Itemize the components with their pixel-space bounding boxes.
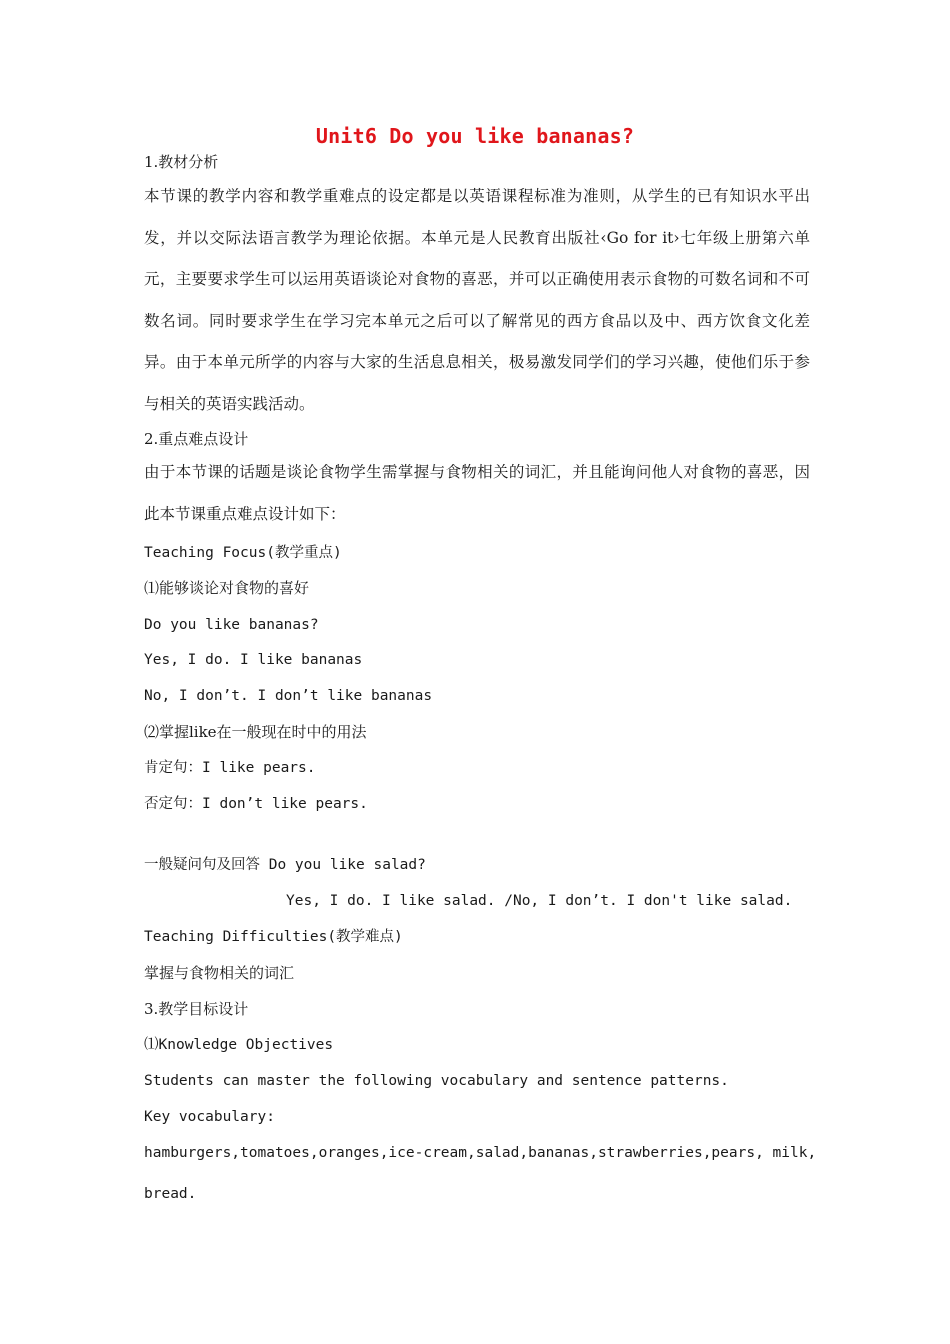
section-heading-analysis: 1.教材分析: [144, 153, 219, 171]
negative-sentence: 否定句：I don’t like pears.: [144, 796, 368, 812]
affirmative-sentence: 肯定句：I like pears.: [144, 760, 316, 776]
question-sentence: 一般疑问句及回答 Do you like salad?: [144, 857, 426, 873]
knowledge-objectives-label: ⑴Knowledge Objectives: [144, 1037, 334, 1053]
focus-item1-yes: Yes, I do. I like bananas: [144, 652, 363, 668]
students-sentence: Students can master the following vocabulary and sentence patterns.: [144, 1073, 729, 1089]
focus-item2-heading: ⑵掌握like在一般现在时中的用法: [144, 723, 367, 741]
teaching-focus-label: Teaching Focus(教学重点): [144, 545, 342, 561]
focus-item1-no: No, I don’t. I don’t like bananas: [144, 688, 433, 704]
page-title: Unit6 Do you like bananas?: [315, 124, 635, 148]
focus-item1-heading: ⑴能够谈论对食物的喜好: [144, 579, 310, 597]
vocabulary-line-1: hamburgers,tomatoes,oranges,ice-cream,salad,bananas,strawberries,pears, milk,: [144, 1145, 817, 1161]
focus-intro-paragraph: 由于本节课的话题是谈论食物学生需掌握与食物相关的词汇，并且能询问他人对食物的喜恶，因此本节课重点难点设计如下：: [144, 463, 810, 523]
section-heading-objectives: 3.教学目标设计: [144, 1000, 249, 1018]
focus-item1-question: Do you like bananas?: [144, 617, 319, 633]
answer-sentence: Yes, I do. I like salad. /No, I don’t. I don't like salad.: [286, 893, 793, 909]
difficulties-text: 掌握与食物相关的词汇: [144, 964, 295, 982]
analysis-paragraph: 本节课的教学内容和教学重难点的设定都是以英语课程标准为准则，从学生的已有知识水平出发，并以交际法语言教学为理论依据。本单元是人民教育出版社‹Go for it›七年级上册第六单元，主要要求学生可以运用英语谈论对食物的喜恶，并可以正确使用表示食物的可数名词和不可数名词。同时要求学生在学习完本单元之后可以了解常见的西方食品以及中、西方饮食文化差异。由于本单元所学的内容与大家的生活息息相关，极易激发同学们的学习兴趣，使他们乐于参与相关的英语实践活动。: [144, 187, 810, 413]
section-heading-focus-design: 2.重点难点设计: [144, 430, 249, 448]
key-vocabulary-label: Key vocabulary:: [144, 1109, 275, 1125]
vocabulary-line-2: bread.: [144, 1186, 197, 1202]
teaching-difficulties-label: Teaching Difficulties(教学难点): [144, 929, 403, 945]
